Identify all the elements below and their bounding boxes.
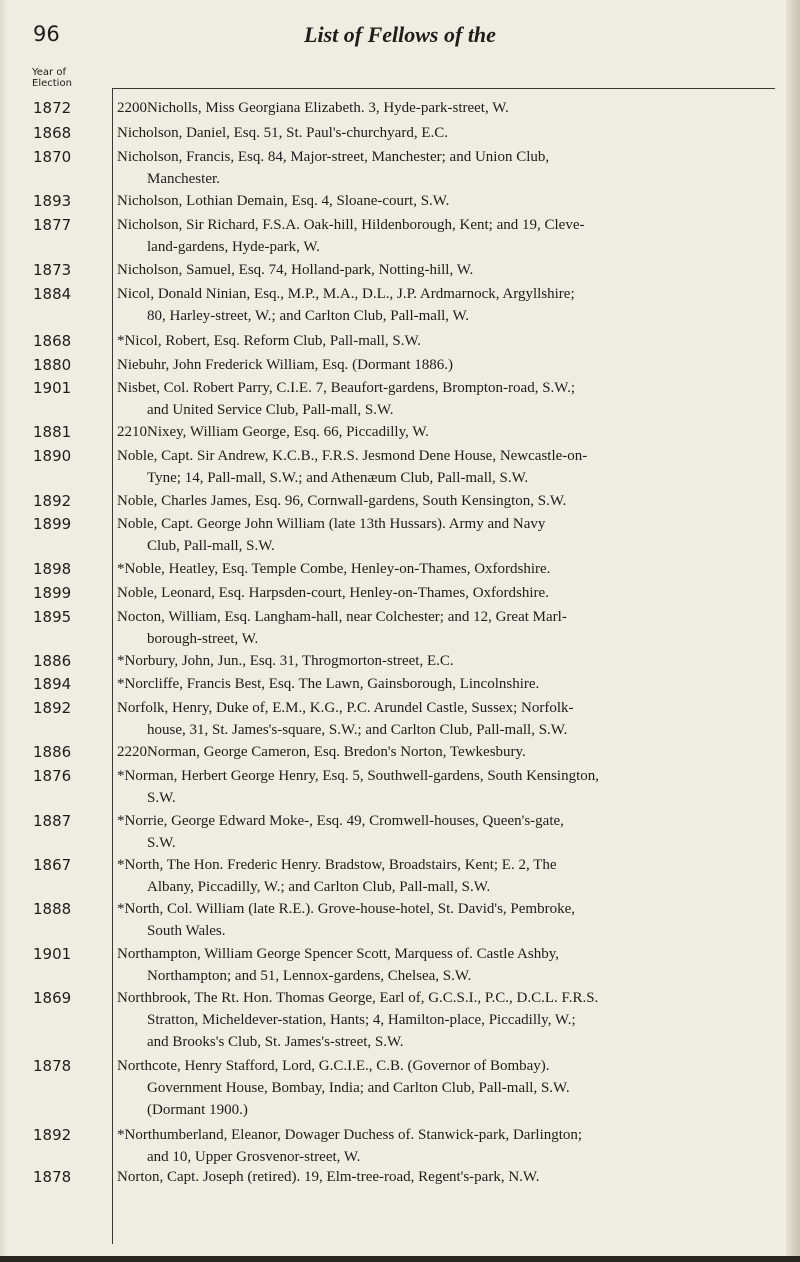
entry-line: *North, Col. William (late R.E.). Grove-house-hotel, St. David's, Pembroke, bbox=[117, 901, 575, 917]
election-year: 1876 bbox=[33, 767, 72, 785]
page-left-edge bbox=[0, 0, 8, 1262]
election-year: 1868 bbox=[33, 332, 72, 350]
election-year: 1899 bbox=[33, 515, 72, 533]
entry-line: Nicholson, Daniel, Esq. 51, St. Paul's-churchyard, E.C. bbox=[117, 125, 448, 141]
entry-line: Noble, Leonard, Esq. Harpsden-court, Henley-on-Thames, Oxfordshire. bbox=[117, 585, 549, 601]
fellow-entry bbox=[117, 987, 773, 1053]
fellow-entry bbox=[117, 330, 773, 352]
election-year: 1867 bbox=[33, 856, 72, 874]
entry-line: 2220Norman, George Cameron, Esq. Bredon's Norton, Tewkesbury. bbox=[117, 744, 526, 760]
fellow-entry bbox=[117, 214, 773, 258]
fellow-entry bbox=[117, 190, 773, 212]
fellow-entry bbox=[117, 606, 773, 650]
election-year: 1894 bbox=[33, 675, 72, 693]
election-year: 1893 bbox=[33, 192, 72, 210]
entry-line: Northbrook, The Rt. Hon. Thomas George, Earl of, G.C.S.I., P.C., D.C.L. F.R.S. bbox=[117, 990, 599, 1006]
election-year: 1892 bbox=[33, 699, 72, 717]
election-year: 1880 bbox=[33, 356, 72, 374]
entry-continuation-line: S.W. bbox=[147, 835, 176, 851]
page-bottom-edge bbox=[0, 1256, 800, 1262]
entry-continuation-line: Manchester. bbox=[147, 171, 220, 187]
entry-continuation-line: Government House, Bombay, India; and Carlton Club, Pall-mall, S.W. bbox=[147, 1080, 570, 1096]
fellow-entry bbox=[117, 582, 773, 604]
fellow-entry bbox=[117, 377, 773, 421]
election-year: 1895 bbox=[33, 608, 72, 626]
entry-line: Northampton, William George Spencer Scott, Marquess of. Castle Ashby, bbox=[117, 946, 559, 962]
entry-continuation-line: Albany, Piccadilly, W.; and Carlton Club, Pall-mall, S.W. bbox=[147, 879, 491, 895]
entry-line: *Nicol, Robert, Esq. Reform Club, Pall-mall, S.W. bbox=[117, 333, 422, 349]
entry-continuation-line: Stratton, Micheldever-station, Hants; 4, Hamilton-place, Piccadilly, W.; bbox=[147, 1012, 576, 1028]
entry-line: Nicol, Donald Ninian, Esq., M.P., M.A., D.L., J.P. Ardmarnock, Argyllshire; bbox=[117, 286, 575, 302]
header-rule bbox=[112, 88, 775, 89]
election-year: 1901 bbox=[33, 379, 72, 397]
entry-continuation-line: S.W. bbox=[147, 790, 176, 806]
entry-line: 2210Nixey, William George, Esq. 66, Piccadilly, W. bbox=[117, 424, 429, 440]
page-number: 96 bbox=[33, 22, 60, 46]
page-right-edge bbox=[786, 0, 800, 1262]
fellow-entry bbox=[117, 259, 773, 281]
fellow-entry bbox=[117, 490, 773, 512]
entry-line: Nocton, William, Esq. Langham-hall, near Colchester; and 12, Great Marl- bbox=[117, 609, 567, 625]
entry-line: Nisbet, Col. Robert Parry, C.I.E. 7, Beaufort-gardens, Brompton-road, S.W.; bbox=[117, 380, 575, 396]
election-year: 1899 bbox=[33, 584, 72, 602]
election-year: 1868 bbox=[33, 124, 72, 142]
entry-continuation-line: Club, Pall-mall, S.W. bbox=[147, 538, 275, 554]
entry-continuation-line: and 10, Upper Grosvenor-street, W. bbox=[147, 1149, 361, 1165]
fellow-entry bbox=[117, 741, 773, 763]
entry-line: *Norcliffe, Francis Best, Esq. The Lawn, Gainsborough, Lincolnshire. bbox=[117, 676, 540, 692]
page-header bbox=[0, 22, 800, 62]
election-year: 1892 bbox=[33, 1126, 72, 1144]
entry-line: *Norrie, George Edward Moke-, Esq. 49, Cromwell-houses, Queen's-gate, bbox=[117, 813, 564, 829]
fellow-entry bbox=[117, 354, 773, 376]
election-year: 1870 bbox=[33, 148, 72, 166]
election-year: 1886 bbox=[33, 652, 72, 670]
fellow-entry bbox=[117, 445, 773, 489]
election-year: 1887 bbox=[33, 812, 72, 830]
election-year: 1869 bbox=[33, 989, 72, 1007]
election-year: 1898 bbox=[33, 560, 72, 578]
entry-line: *Norman, Herbert George Henry, Esq. 5, Southwell-gardens, South Kensington, bbox=[117, 768, 599, 784]
election-year: 1877 bbox=[33, 216, 72, 234]
election-year: 1872 bbox=[33, 99, 72, 117]
election-year: 1873 bbox=[33, 261, 72, 279]
fellow-entry bbox=[117, 146, 773, 190]
entry-line: Norfolk, Henry, Duke of, E.M., K.G., P.C. Arundel Castle, Sussex; Norfolk- bbox=[117, 700, 574, 716]
election-year: 1892 bbox=[33, 492, 72, 510]
election-year: 1890 bbox=[33, 447, 72, 465]
entry-line: Niebuhr, John Frederick William, Esq. (Dormant 1886.) bbox=[117, 357, 453, 373]
entry-line: Nicholson, Francis, Esq. 84, Major-street, Manchester; and Union Club, bbox=[117, 149, 550, 165]
fellow-entry bbox=[117, 283, 773, 327]
fellow-entry bbox=[117, 650, 773, 672]
election-year: 1878 bbox=[33, 1168, 72, 1186]
election-year: 1881 bbox=[33, 423, 72, 441]
entry-continuation-line: South Wales. bbox=[147, 923, 226, 939]
entry-line: Noble, Capt. George John William (late 13th Hussars). Army and Navy bbox=[117, 516, 546, 532]
fellow-entry bbox=[117, 122, 773, 144]
entry-line: 2200Nicholls, Miss Georgiana Elizabeth. 3, Hyde-park-street, W. bbox=[117, 100, 509, 116]
fellow-entry bbox=[117, 810, 773, 854]
entry-continuation-line: house, 31, St. James's-square, S.W.; and Carlton Club, Pall-mall, S.W. bbox=[147, 722, 568, 738]
entry-line: Nicholson, Lothian Demain, Esq. 4, Sloane-court, S.W. bbox=[117, 193, 450, 209]
entry-continuation-line: (Dormant 1900.) bbox=[147, 1102, 248, 1118]
entry-continuation-line: Tyne; 14, Pall-mall, S.W.; and Athenæum Club, Pall-mall, S.W. bbox=[147, 470, 529, 486]
fellow-entry bbox=[117, 513, 773, 557]
election-year: 1878 bbox=[33, 1057, 72, 1075]
fellow-entry bbox=[117, 943, 773, 987]
column-rule bbox=[112, 88, 113, 1244]
fellow-entry bbox=[117, 97, 773, 119]
entry-line: Noble, Charles James, Esq. 96, Cornwall-gardens, South Kensington, S.W. bbox=[117, 493, 567, 509]
entry-continuation-line: and Brooks's Club, St. James's-street, S.W. bbox=[147, 1034, 404, 1050]
entry-line: *North, The Hon. Frederic Henry. Bradstow, Broadstairs, Kent; E. 2, The bbox=[117, 857, 557, 873]
election-year: 1884 bbox=[33, 285, 72, 303]
year-of-election-heading: Year of Election bbox=[32, 67, 72, 89]
fellow-entry bbox=[117, 1166, 773, 1188]
fellow-entry bbox=[117, 1055, 773, 1121]
election-year: 1888 bbox=[33, 900, 72, 918]
fellow-entry bbox=[117, 697, 773, 741]
entry-continuation-line: Northampton; and 51, Lennox-gardens, Chelsea, S.W. bbox=[147, 968, 472, 984]
entry-continuation-line: borough-street, W. bbox=[147, 631, 259, 647]
election-year: 1886 bbox=[33, 743, 72, 761]
entry-line: Noble, Capt. Sir Andrew, K.C.B., F.R.S. Jesmond Dene House, Newcastle-on- bbox=[117, 448, 588, 464]
entry-line: Nicholson, Samuel, Esq. 74, Holland-park, Notting-hill, W. bbox=[117, 262, 474, 278]
entry-line: *Northumberland, Eleanor, Dowager Duchess of. Stanwick-park, Darlington; bbox=[117, 1127, 583, 1143]
election-year: 1901 bbox=[33, 945, 72, 963]
entry-line: Nicholson, Sir Richard, F.S.A. Oak-hill, Hildenborough, Kent; and 19, Cleve- bbox=[117, 217, 585, 233]
entry-line: Norton, Capt. Joseph (retired). 19, Elm-tree-road, Regent's-park, N.W. bbox=[117, 1169, 540, 1185]
entry-continuation-line: land-gardens, Hyde-park, W. bbox=[147, 239, 320, 255]
fellow-entry bbox=[117, 765, 773, 809]
entry-line: *Norbury, John, Jun., Esq. 31, Throgmorton-street, E.C. bbox=[117, 653, 454, 669]
running-title: List of Fellows of the bbox=[304, 22, 496, 47]
fellow-entry bbox=[117, 673, 773, 695]
entry-line: Northcote, Henry Stafford, Lord, G.C.I.E., C.B. (Governor of Bombay). bbox=[117, 1058, 550, 1074]
fellow-entry bbox=[117, 854, 773, 898]
fellow-entry bbox=[117, 558, 773, 580]
entry-continuation-line: and United Service Club, Pall-mall, S.W. bbox=[147, 402, 394, 418]
fellow-entry bbox=[117, 898, 773, 942]
fellow-entry bbox=[117, 421, 773, 443]
fellow-entry bbox=[117, 1124, 773, 1168]
entry-continuation-line: 80, Harley-street, W.; and Carlton Club, Pall-mall, W. bbox=[147, 308, 470, 324]
entry-line: *Noble, Heatley, Esq. Temple Combe, Henley-on-Thames, Oxfordshire. bbox=[117, 561, 551, 577]
